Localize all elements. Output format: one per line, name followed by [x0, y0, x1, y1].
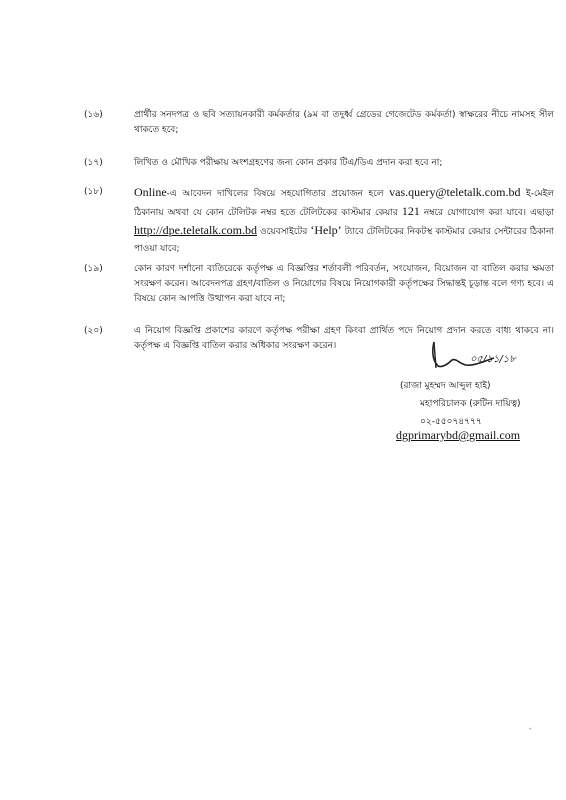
- signatory-designation: মহাপরিচালক (রুটিন দায়িত্ব): [420, 399, 521, 409]
- support-email[interactable]: vas.query@teletalk.com.bd: [389, 185, 521, 199]
- signatory-email[interactable]: dgprimarybd@gmail.com: [396, 428, 521, 442]
- clause-16: [84, 108, 554, 138]
- signature-date: ০৫/১১/১৮: [470, 354, 516, 365]
- clause-text: Online-এ আবেদন দাখিলের বিষয়ে সহযোগিতার প্রয়োজন হলে vas.query@teletalk.com.bd ই-মেইল ঠিকানায় অথবা যে কোন টেলিটক নম্বর হতে টেলিটকের কাস্টমার কেয়ার 121 নম্বরে যোগাযোগ করা যাবে। এছাড়া http://dpe.teletalk.com.bd ওয়েবসাইটের ‘Help’ ট্যাবে টেলিটকের নিকটস্থ কাস্টমার কেয়ার সেন্টারের ঠিকানা পাওয়া যাবে;: [134, 185, 555, 254]
- online-word: Online: [134, 185, 167, 199]
- clause-number: (১৭): [84, 158, 103, 168]
- clause-18: [84, 184, 554, 258]
- clause-text: লিখিত ও মৌখিক পরীক্ষায় অংশগ্রহণের জন্য কোন প্রকার টিএ/ডিএ প্রদান করা হবে না;: [134, 158, 443, 168]
- clause-text: প্রার্থীর সনদপত্র ও ছবি সত্যায়নকারী কর্মকর্তার (৯ম বা তদুর্ধ্ব গ্রেডের গেজেটেড কর্মকর্তা) স্বাক্ষরের নীচে নামসহ সীল থাকতে হবে;: [134, 110, 554, 135]
- clause-number: (২০): [84, 326, 103, 336]
- clause-text: কোন কারণ দর্শানো ব্যতিরেকে কর্তৃপক্ষ এ বিজ্ঞপ্তির শর্তাবলী পরিবর্তন, সংযোজন, বিয়োজন বা বাতিল করার ক্ষমতা সংরক্ষণ করেন। আবেদনপত্র গ্রহণ/বাতিল ও নিয়োগের বিষয়ে নিয়োগকারী কর্তৃপক্ষের সিদ্ধান্তই চূড়ান্ত বলে গণ্য হবে। এ বিষয়ে কোন আপত্তি উত্থাপন করা যাবে না;: [134, 264, 554, 304]
- signatory-phone: ০২-৫৫০৭৪৭৭৭: [420, 417, 482, 427]
- clause-number: (১৮): [84, 187, 103, 197]
- signatory-name: (রাজা মুহম্মদ আব্দুল হাই): [400, 381, 491, 391]
- hotline-number: 121: [401, 204, 420, 218]
- clause-text: এ নিয়োগ বিজ্ঞপ্তি প্রকাশের কারণে কর্তৃপক্ষ পরীক্ষা গ্রহণ কিংবা প্রার্থিত পদে নিয়োগ প্রদান করতে বাধ্য থাকবে না। কর্তৃপক্ষ এ বিজ্ঞপ্তি বাতিল করার অধিকার সংরক্ষণ করেন।: [134, 326, 554, 351]
- clause-number: (১৯): [84, 264, 103, 274]
- margin-mark: ˇ: [528, 728, 533, 738]
- clause-number: (১৬): [84, 110, 103, 120]
- clause-19: [84, 262, 554, 307]
- website-link[interactable]: http://dpe.teletalk.com.bd: [134, 223, 257, 237]
- clause-17: [84, 156, 554, 171]
- help-tab-label: ‘Help’: [310, 223, 342, 237]
